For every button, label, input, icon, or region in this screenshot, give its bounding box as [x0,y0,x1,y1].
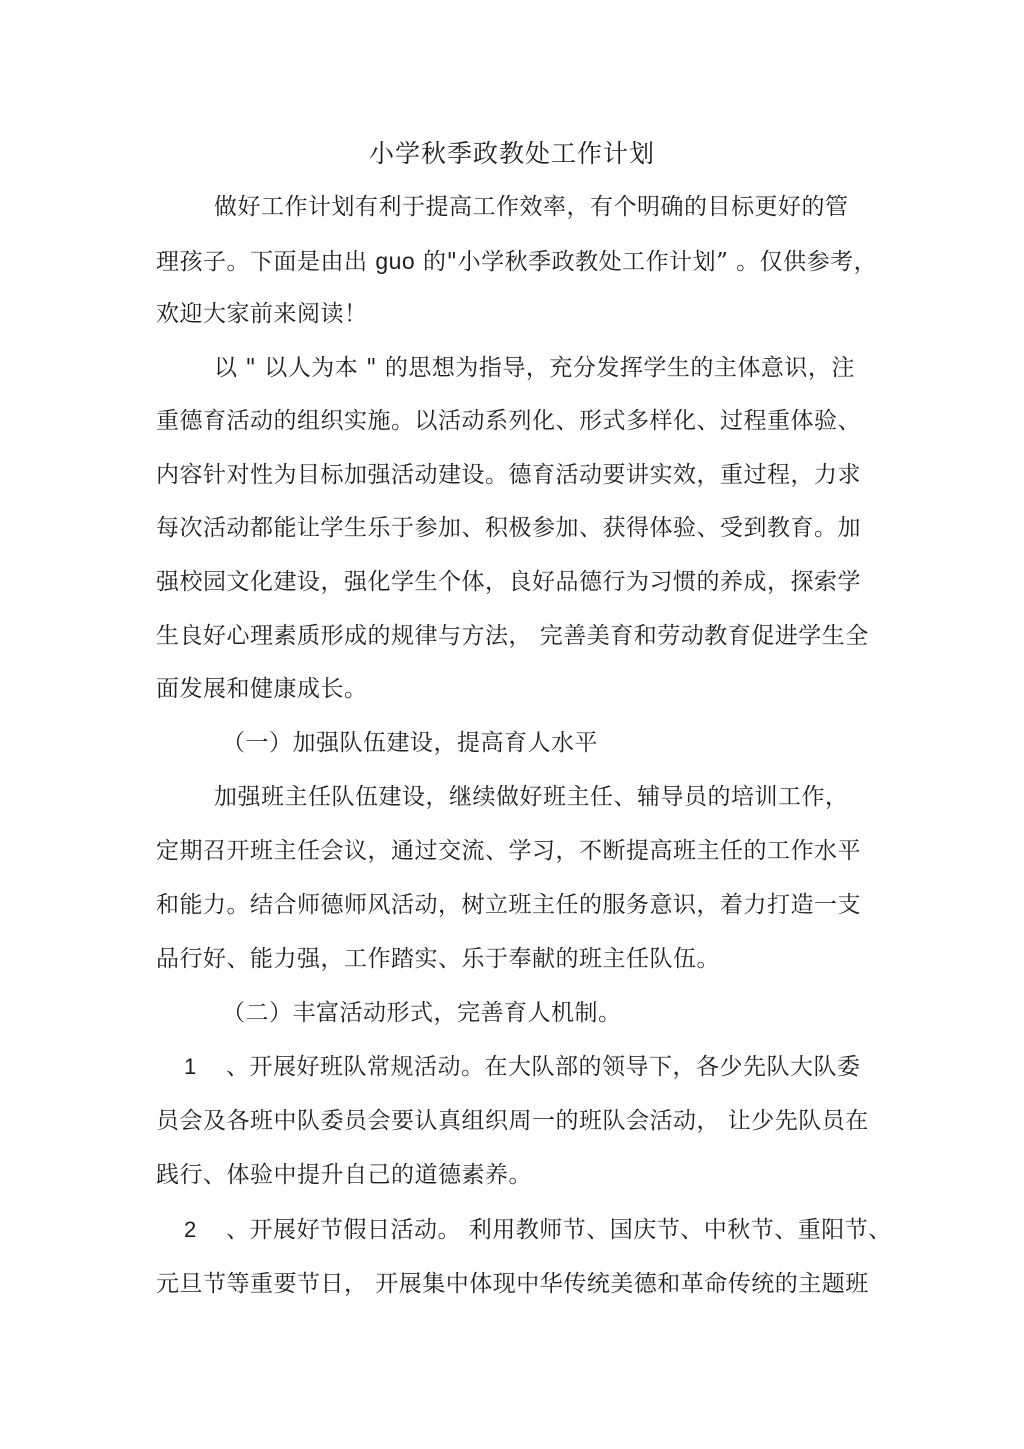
para1-line-4: 每次活动都能让学生乐于参加、积极参加、获得体验、受到教育。加 [156,515,861,541]
section2-item-2-line-2: 元旦节等重要节日， 开展集中体现中华传统美德和革命传统的主题班 [156,1271,869,1297]
section1-line-2: 定期召开班主任会议，通过交流、学习，不断提高班主任的工作水平 [156,838,861,864]
intro-line-1: 做好工作计划有利于提高工作效率，有个明确的目标更好的管 [214,194,849,220]
section2-item-2-first-line: 、开展好节假日活动。 利用教师节、国庆节、中秋节、重阳节、 [226,1217,892,1243]
para1-line-6: 生良好心理素质形成的规律与方法， 完善美育和劳动教育促进学生全 [156,623,869,649]
para1-line-2: 重德育活动的组织实施。以活动系列化、形式多样化、过程重体验、 [156,408,861,434]
section1-line-3: 和能力。结合师德师风活动，树立班主任的服务意识，着力打造一支 [156,892,861,918]
section2-item-1-line-3: 践行、体验中提升自己的道德素养。 [156,1162,532,1188]
intro-line-2-text-a: 理孩子。下面是由出 [156,249,376,275]
document-title: 小学秋季政教处工作计划 [368,139,655,168]
section2-heading: （二）丰富活动形式，完善育人机制。 [222,1000,622,1026]
section1-line-4: 品行好、能力强，工作踏实、乐于奉献的班主任队伍。 [156,946,720,972]
intro-line-3: 欢迎大家前来阅读！ [156,301,368,327]
para1-line-3: 内容针对性为目标加强活动建设。德育活动要讲实效，重过程，力求 [156,462,861,488]
para1-line-1: 以 " 以人为本 " 的思想为指导，充分发挥学生的主体意识，注 [214,355,855,381]
section1-heading: （一）加强队伍建设，提高育人水平 [222,730,598,756]
section2-item-2-number: 2 [184,1217,197,1242]
section2-item-1-first-line: 、开展好班队常规活动。在大队部的领导下，各少先队大队委 [226,1054,861,1080]
intro-line-2 [156,243,876,280]
para1-line-5: 强校园文化建设，强化学生个体，良好品德行为习惯的养成，探索学 [156,569,861,595]
section2-item-1-line-2: 员会及各班中队委员会要认真组织周一的班队会活动， 让少先队员在 [156,1108,869,1134]
section1-line-1: 加强班主任队伍建设，继续做好班主任、辅导员的培训工作， [214,784,849,810]
section2-item-1-number: 1 [184,1054,197,1079]
intro-line-2-text-b: 的"小学秋季政教处工作计划” 。仅供参考， [415,249,878,275]
intro-line-2-latin: guo [375,248,416,274]
para1-line-7: 面发展和健康成长。 [156,676,368,702]
